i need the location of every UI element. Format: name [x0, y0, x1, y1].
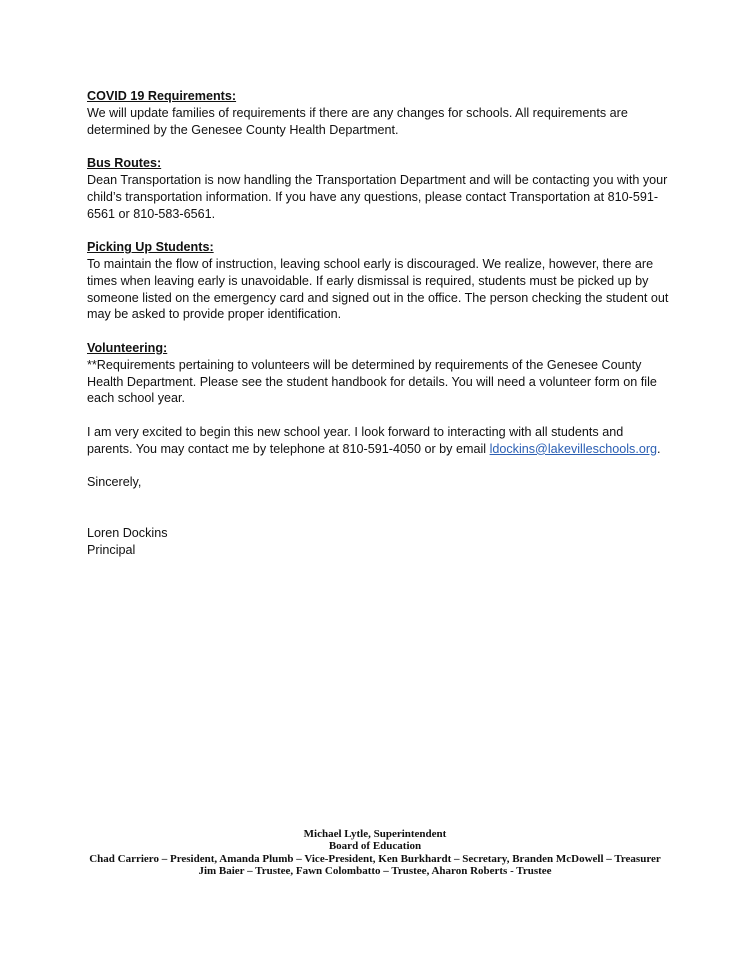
section-text-covid: We will update families of requirements if there are any changes for schools. All requirements are determined by the Genesee County Health Department. [87, 105, 628, 137]
section-text-bus-routes: Dean Transportation is now handling the Transportation Department and will be contacting you with your child’s transportation information. If you have any questions, please contact Transportation at 810-591-6561 or 810-583-6561. [87, 172, 668, 221]
section-covid [87, 88, 672, 138]
section-text-picking-up-students: To maintain the flow of instruction, leaving school early is discouraged. We realize, however, there are times when leaving early is unavoidable. If early dismissal is required, students must be picked up by someone listed on the emergency card and signed out in the office. The person checking the student out may be asked to provide proper identification. [87, 256, 669, 322]
section-bus-routes [87, 155, 672, 222]
section-heading-covid: COVID 19 Requirements: [87, 89, 237, 103]
footer-superintendent: Michael Lytle, Superintendent [303, 828, 447, 840]
closing-punctuation: . [657, 441, 661, 456]
signature-name: Loren Dockins [87, 525, 168, 540]
signature-block [87, 525, 672, 559]
footer-officers: Chad Carriero – President, Amanda Plumb – Vice-President, Ken Burkhardt – Secretary, Branden McDowell – Treasurer [89, 852, 661, 865]
section-volunteering [87, 340, 672, 407]
closing-text: I am very excited to begin this new school year. I look forward to interacting with all students and parents. You may contact me by telephone at 810-591-4050 or by email [87, 424, 624, 456]
closing-paragraph [87, 424, 672, 458]
sign-off: Sincerely, [87, 475, 142, 490]
section-heading-picking-up-students: Picking Up Students: [87, 240, 214, 255]
closing-text-wrapper [87, 424, 672, 458]
footer-trustees: Jim Baier – Trustee, Fawn Colombatto – Trustee, Aharon Roberts - Trustee [198, 865, 552, 878]
footer-board-title: Board of Education [328, 840, 422, 853]
signature-title: Principal [87, 542, 136, 557]
email-link[interactable]: ldockins@lakevilleschools.org [489, 441, 658, 456]
section-picking-up-students [87, 239, 672, 323]
section-text-volunteering: **Requirements pertaining to volunteers will be determined by requirements of the Genesee County Health Department. Please see the student handbook for details. You will need a volunteer form on file each school year. [87, 357, 657, 406]
section-heading-bus-routes: Bus Routes: [87, 156, 162, 171]
letter-body [87, 88, 672, 558]
footer-board-listing [60, 828, 690, 878]
section-heading-volunteering: Volunteering: [87, 340, 168, 355]
